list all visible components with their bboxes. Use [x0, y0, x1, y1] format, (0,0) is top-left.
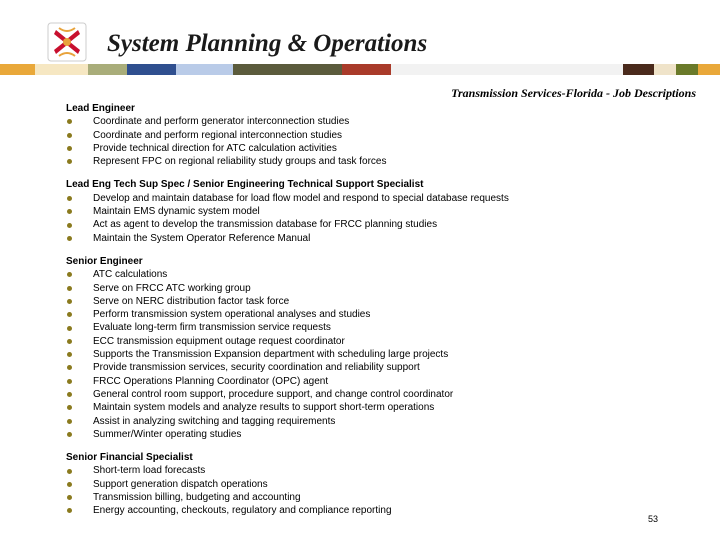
duty-text: Coordinate and perform regional interconnection studies	[93, 129, 343, 141]
bullet-icon	[67, 272, 72, 277]
stripe-segment	[0, 64, 35, 75]
duty-list-item	[66, 464, 666, 477]
duty-text: Develop and maintain database for load flow model and respond to special database requests	[93, 192, 509, 204]
job-descriptions	[66, 102, 666, 528]
duty-text: Supports the Transmission Expansion department with scheduling large projects	[93, 349, 449, 361]
duty-list	[66, 268, 666, 441]
bullet-icon	[67, 209, 72, 214]
stripe-segment	[676, 64, 698, 75]
job-title-heading: Senior Engineer	[66, 255, 143, 267]
duty-list-item	[66, 388, 666, 401]
bullet-icon	[67, 299, 72, 304]
duty-text: Provide transmission services, security coordination and reliability support	[93, 362, 420, 374]
decorative-color-stripe	[0, 64, 720, 75]
page-number: 53	[648, 514, 659, 524]
duty-text: Maintain the System Operator Reference Manual	[93, 232, 311, 244]
duty-text: Serve on FRCC ATC working group	[93, 282, 251, 294]
bullet-icon	[67, 495, 72, 500]
job-section	[66, 102, 666, 168]
duty-text: ATC calculations	[93, 269, 168, 281]
stripe-segment	[88, 64, 128, 75]
duty-list	[66, 115, 666, 168]
duty-list-item	[66, 321, 666, 334]
duty-list-item	[66, 232, 666, 245]
duty-list-item	[66, 504, 666, 517]
bullet-icon	[67, 236, 72, 241]
bullet-icon	[67, 508, 72, 513]
duty-list-item	[66, 205, 666, 218]
duty-text: Serve on NERC distribution factor task force	[93, 295, 290, 307]
duty-text: Act as agent to develop the transmission database for FRCC planning studies	[93, 219, 438, 231]
bullet-icon	[67, 339, 72, 344]
duty-text: Support generation dispatch operations	[93, 478, 268, 490]
job-title-heading: Lead Engineer	[66, 103, 135, 114]
bullet-icon	[67, 119, 72, 124]
bullet-icon	[67, 196, 72, 201]
stripe-segment	[35, 64, 88, 75]
duty-list-item	[66, 308, 666, 321]
duty-text: Coordinate and perform generator interconnection studies	[93, 116, 350, 128]
bullet-icon	[67, 392, 72, 397]
duty-list-item	[66, 361, 666, 374]
bullet-icon	[67, 352, 72, 357]
duty-text: Represent FPC on regional reliability study groups and task forces	[93, 156, 387, 168]
duty-text: Assist in analyzing switching and tagging requirements	[93, 415, 336, 427]
job-section	[66, 255, 666, 441]
duty-list-item	[66, 491, 666, 504]
duty-list-item	[66, 295, 666, 308]
duty-text: ECC transmission equipment outage request coordinator	[93, 335, 345, 347]
duty-text: Summer/Winter operating studies	[93, 428, 242, 440]
duty-list-item	[66, 335, 666, 348]
stripe-segment	[391, 64, 624, 75]
page-subtitle: Transmission Services-Florida - Job Descriptions	[451, 86, 696, 100]
duty-list-item	[66, 268, 666, 281]
stripe-segment	[176, 64, 233, 75]
bullet-icon	[67, 469, 72, 474]
duty-text: General control room support, procedure support, and change control coordinator	[93, 388, 454, 400]
job-section	[66, 451, 666, 517]
duty-text: Perform transmission system operational analyses and studies	[93, 309, 371, 321]
company-logo-icon	[47, 22, 87, 62]
bullet-icon	[67, 432, 72, 437]
stripe-segment	[127, 64, 175, 75]
duty-list-item	[66, 348, 666, 361]
duty-text: Energy accounting, checkouts, regulatory and compliance reporting	[93, 505, 392, 517]
job-title-heading: Lead Eng Tech Sup Spec / Senior Engineering Technical Support Specialist	[66, 179, 424, 191]
duty-text: Maintain EMS dynamic system model	[93, 206, 260, 218]
bullet-icon	[67, 133, 72, 138]
stripe-segment	[698, 64, 720, 75]
duty-list-item	[66, 155, 666, 168]
bullet-icon	[67, 365, 72, 370]
duty-list-item	[66, 129, 666, 142]
page-title: System Planning & Operations	[107, 30, 428, 57]
bullet-icon	[67, 405, 72, 410]
duty-list	[66, 192, 666, 245]
duty-text: Short-term load forecasts	[93, 465, 206, 477]
duty-list-item	[66, 401, 666, 414]
bullet-icon	[67, 379, 72, 384]
job-section	[66, 178, 666, 244]
duty-list-item	[66, 428, 666, 441]
duty-list-item	[66, 218, 666, 231]
duty-list-item	[66, 142, 666, 155]
stripe-segment	[342, 64, 390, 75]
bullet-icon	[67, 419, 72, 424]
duty-list-item	[66, 115, 666, 128]
duty-text: Transmission billing, budgeting and accounting	[93, 492, 301, 504]
duty-text: Evaluate long-term firm transmission service requests	[93, 322, 331, 334]
duty-list-item	[66, 375, 666, 388]
duty-text: Provide technical direction for ATC calculation activities	[93, 142, 337, 154]
job-title-heading: Senior Financial Specialist	[66, 452, 193, 464]
duty-list-item	[66, 282, 666, 295]
duty-list-item	[66, 478, 666, 491]
stripe-segment	[654, 64, 676, 75]
duty-text: Maintain system models and analyze results to support short-term operations	[93, 402, 435, 414]
duty-text: FRCC Operations Planning Coordinator (OPC) agent	[93, 375, 329, 387]
bullet-icon	[67, 312, 72, 317]
bullet-icon	[67, 482, 72, 487]
stripe-segment	[623, 64, 654, 75]
duty-list	[66, 464, 666, 517]
bullet-icon	[67, 326, 72, 331]
bullet-icon	[67, 146, 72, 151]
bullet-icon	[67, 223, 72, 228]
duty-list-item	[66, 415, 666, 428]
duty-list-item	[66, 192, 666, 205]
bullet-icon	[67, 159, 72, 164]
stripe-segment	[233, 64, 343, 75]
bullet-icon	[67, 286, 72, 291]
